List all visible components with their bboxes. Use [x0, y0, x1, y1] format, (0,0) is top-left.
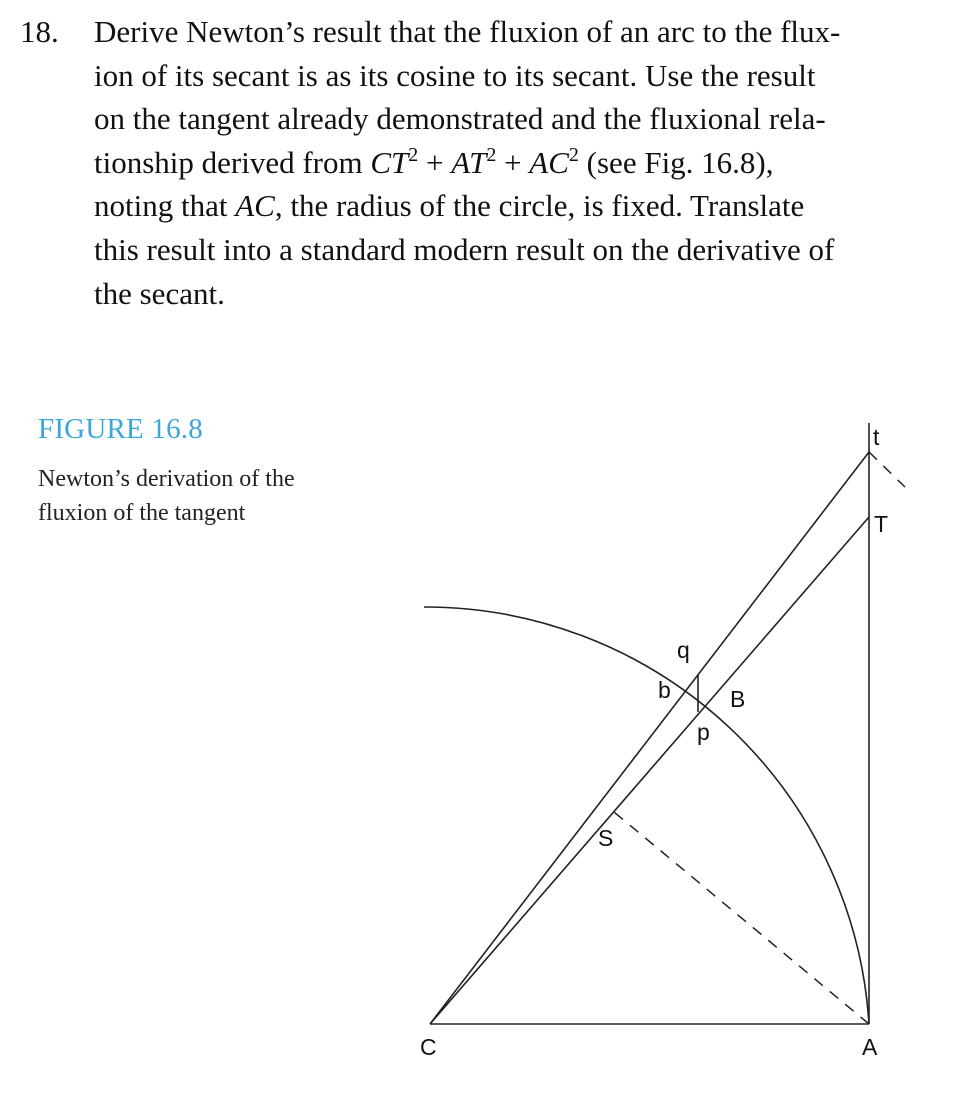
math-ac: AC [529, 144, 569, 180]
line-5-prefix: noting that [94, 188, 236, 224]
line-4-suffix: (see Fig. 16.8), [578, 144, 774, 180]
exercise-line-2: ion of its secant is as its cosine to its secant. Use the result [94, 57, 816, 93]
label-T: T [874, 511, 889, 537]
math-at: AT [451, 144, 487, 180]
caption-line-1: Newton’s derivation of the [38, 466, 295, 492]
exercise-line-7: the secant. [94, 275, 225, 311]
math-ct: CT [370, 144, 409, 180]
math-ac-radius: AC [235, 188, 275, 224]
label-t: t [873, 424, 880, 450]
label-q: q [677, 637, 690, 663]
secant-c-t [430, 452, 869, 1024]
label-A: A [862, 1034, 878, 1060]
exercise-number: 18. [20, 14, 59, 49]
circle-arc [424, 607, 869, 1024]
dashed-perpendicular-as [614, 812, 869, 1024]
label-S: S [598, 825, 614, 851]
label-B: B [730, 686, 746, 712]
line-4-prefix: tionship derived from [94, 144, 371, 180]
plus-sign-2: + [496, 144, 530, 180]
plus-sign-1: + [418, 144, 452, 180]
exponent-at: 2 [486, 143, 497, 166]
dashed-segment-tT [869, 452, 905, 487]
label-b: b [658, 677, 671, 703]
exercise-line-3: on the tangent already demonstrated and the fluxional rela- [94, 101, 826, 137]
figure-title: FIGURE 16.8 [38, 413, 203, 445]
secant-ct [430, 517, 869, 1024]
exponent-ct: 2 [408, 143, 419, 166]
caption-line-2: fluxion of the tangent [38, 500, 246, 526]
exercise-line-1: Derive Newton’s result that the fluxion of an arc to the flux- [94, 14, 841, 49]
label-p: p [697, 719, 710, 745]
label-C: C [420, 1034, 437, 1060]
line-5-suffix: , the radius of the circle, is fixed. Translate [274, 188, 805, 224]
exponent-ac: 2 [568, 143, 579, 166]
exercise-line-6: this result into a standard modern result on the derivative of [94, 231, 835, 267]
